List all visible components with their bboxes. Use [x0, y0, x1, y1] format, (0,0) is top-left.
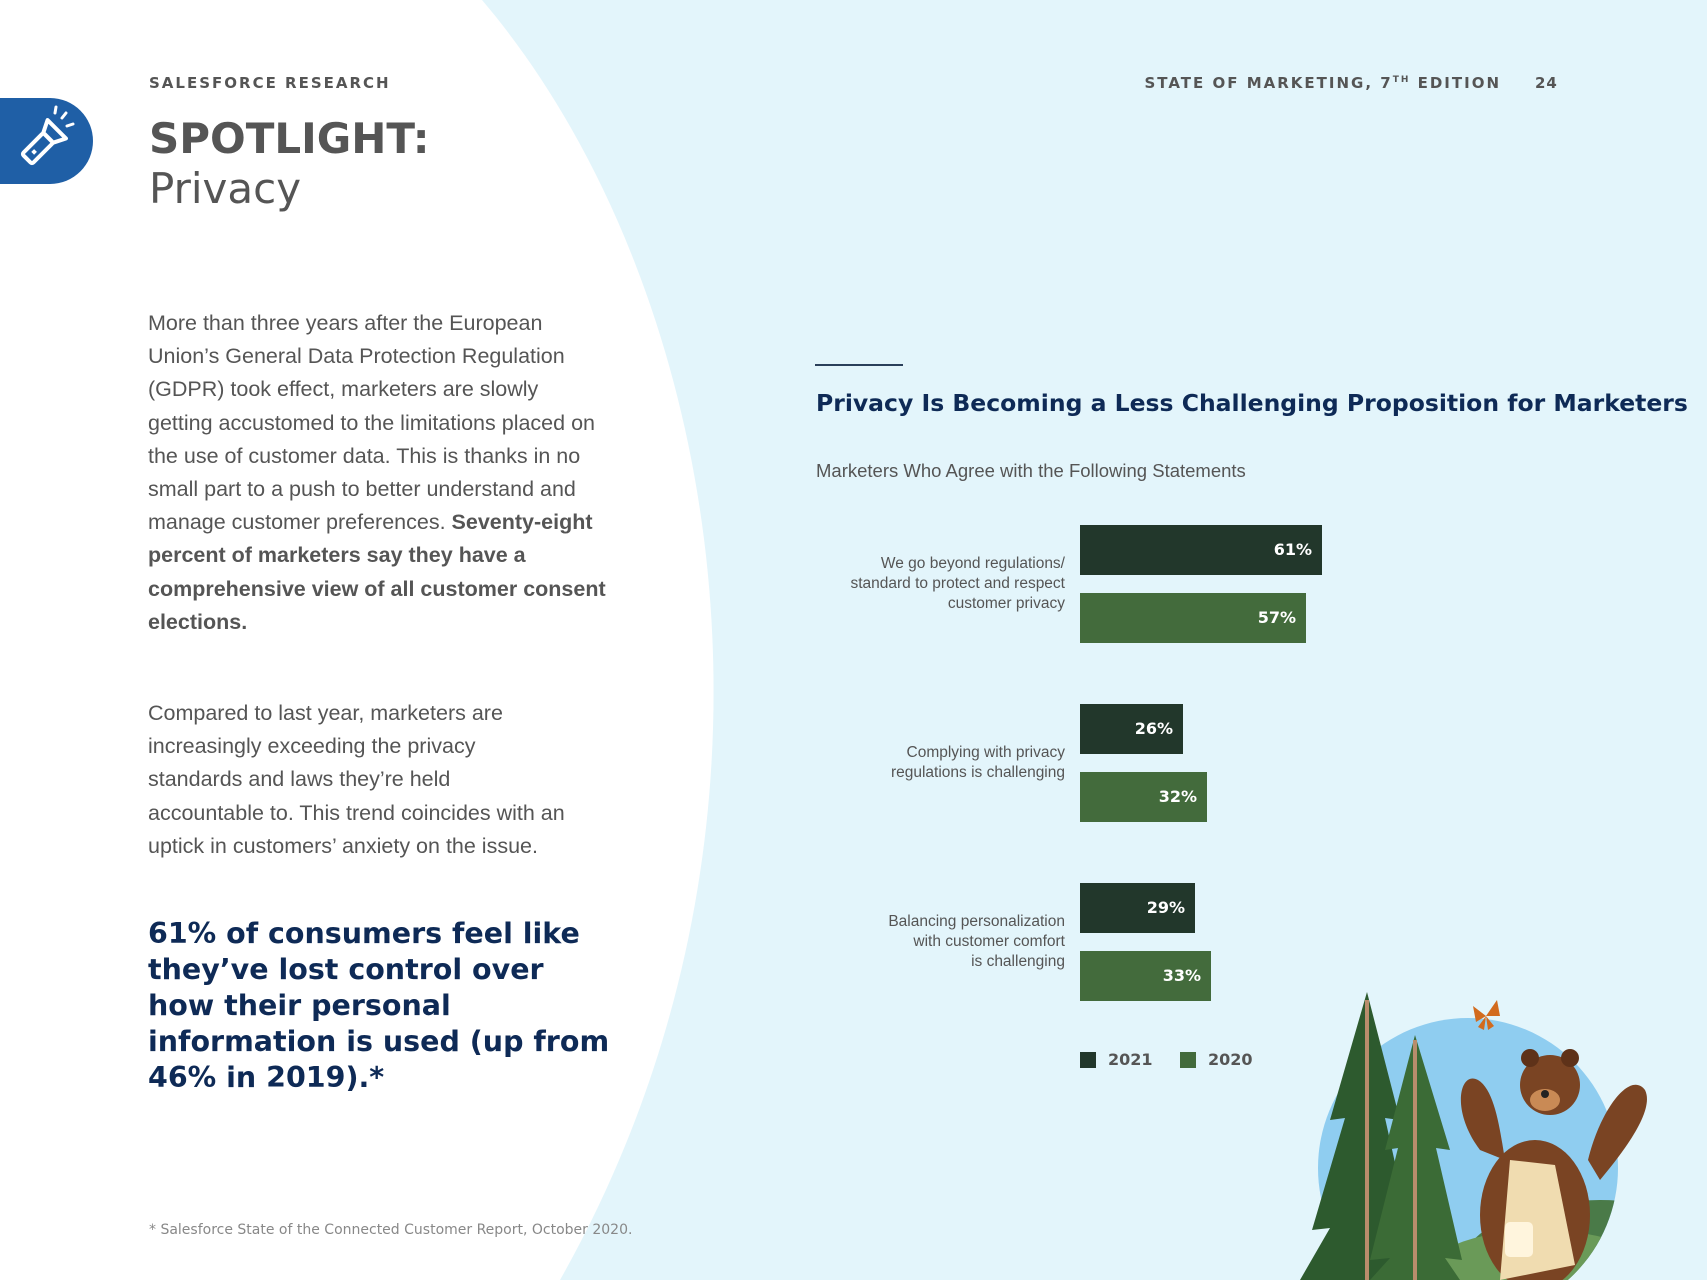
bar-value-label: 57% [1257, 608, 1296, 627]
page-title [149, 114, 430, 214]
statistic-callout: 61% of consumers feel like they’ve lost control over how their personal information is used (up from 46% in 2019).* [148, 917, 610, 1094]
bar-value-label: 33% [1162, 966, 1201, 985]
spotlight-tab [0, 98, 93, 184]
report-title [1144, 74, 1501, 92]
category-label-line: customer privacy [947, 595, 1065, 612]
bar-2021 [1080, 883, 1195, 933]
chart-title: Privacy Is Becoming a Less Challenging Proposition for Marketers [816, 389, 1688, 417]
bar-2020 [1080, 772, 1207, 822]
category-label-line: with customer comfort [913, 933, 1065, 950]
category-label-line: standard to protect and respect [850, 575, 1065, 592]
chart-subtitle: Marketers Who Agree with the Following Statements [816, 460, 1246, 481]
category-label [805, 743, 1065, 783]
report-title-main: STATE OF MARKETING, 7 [1144, 74, 1393, 92]
category-label-line: regulations is challenging [890, 764, 1065, 781]
publisher-eyebrow: SALESFORCE RESEARCH [149, 74, 391, 92]
category-label-line: We go beyond regulations/ [880, 555, 1065, 572]
category-label-line: Balancing personalization [888, 913, 1065, 930]
page-title-line1: SPOTLIGHT: [149, 114, 430, 163]
category-label [805, 912, 1065, 972]
category-label-line: Complying with privacy [906, 744, 1065, 761]
bar-value-label: 32% [1158, 787, 1197, 806]
chart-rule [815, 364, 903, 366]
page-number: 24 [1535, 74, 1558, 92]
report-title-superscript: TH [1392, 75, 1411, 85]
legend-label-2021: 2021 [1108, 1050, 1153, 1069]
footnote: * Salesforce State of the Connected Customer Report, October 2020. [149, 1222, 633, 1238]
legend-label-2020: 2020 [1208, 1050, 1253, 1069]
page-title-line2: Privacy [149, 164, 302, 213]
bar-2021 [1080, 704, 1183, 754]
bar-2021 [1080, 525, 1322, 575]
body-paragraph-1-highlight: Seventy-eight percent of marketers say they have a comprehensive view of all customer consent elections. [148, 510, 606, 634]
body-paragraph-2: Compared to last year, marketers are increasingly exceeding the privacy standards and laws they’re held accountable to. This trend coincides with an uptick in customers’ anxiety on the issue. [148, 701, 565, 858]
category-label-line: is challenging [971, 953, 1065, 970]
bar-value-label: 26% [1134, 719, 1173, 738]
flashlight-icon [0, 98, 93, 184]
bar-2020 [1080, 951, 1211, 1001]
bar-value-label: 61% [1273, 540, 1312, 559]
body-paragraph-1 [148, 307, 608, 639]
report-title-edition: EDITION [1410, 74, 1501, 92]
category-label [805, 554, 1065, 614]
bar-value-label: 29% [1146, 898, 1185, 917]
legend-swatch-2021 [1080, 1052, 1096, 1068]
body-paragraph-1-text: More than three years after the European Union’s General Data Protection Regulation (GDPR) took effect, marketers are slowly getting accustomed to the limitations placed on the use of customer data. This is thanks in no small part to a push to better understand and manage customer preferences. [148, 311, 595, 535]
legend-swatch-2020 [1180, 1052, 1196, 1068]
bear-mascot-illustration [1300, 992, 1707, 1280]
bar-2020 [1080, 593, 1306, 643]
